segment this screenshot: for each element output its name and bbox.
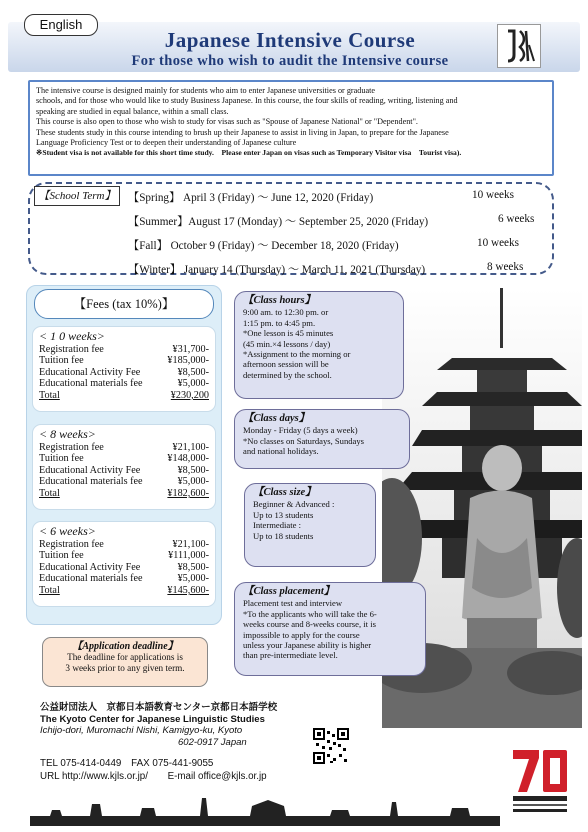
phone-fax: TEL 075-414-0449 FAX 075-441-9055 [40,758,214,769]
fees-title: 【Fees (tax 10%)】 [34,289,214,319]
fee-amount: ¥5,000- [177,573,209,585]
fee-label: Educational Activity Fee [39,561,141,573]
web-email[interactable]: URL http://www.kjls.or.jp/ E-mail office@kjls.or.jp [40,771,267,783]
fee-total-row [39,585,209,597]
fee-card-heading: < 6 weeks> [39,524,96,538]
deadline-line: The deadline for applications is [67,652,183,662]
intro-line: speaking are studied in equal balance, within a small class. [36,106,229,116]
term-spring [128,189,514,205]
fee-row [39,367,209,379]
class-days-title: 【Class days】 [243,413,310,424]
term-dates: 【Spring】 April 3 (Friday) ～ June 12, 2020 (Friday) [128,192,374,204]
fee-amount: ¥148,000- [167,453,209,465]
fee-row [39,562,209,574]
class-hours-line: afternoon session will be [243,359,329,370]
class-hours-card [234,291,404,399]
class-size-line: Intermediate : [253,520,301,531]
class-size-line: Up to 18 students [253,530,314,541]
anniversary-70-icon [505,742,575,820]
class-placement-line: *To the applicants who will take the 6- [243,608,377,619]
fee-label: Registration fee [39,441,104,453]
visa-note: ※Student visa is not available for this short time study. Please enter Japan on visas such as Temporary Visitor visa Tourist visa). [36,148,462,158]
address-line: Ichijo-dori, Muromachi Nishi, Kamigyo-ku, Kyoto [40,725,243,737]
term-weeks: 8 weeks [487,261,524,273]
fee-label: Registration fee [39,538,104,550]
fee-row [39,465,209,477]
fee-label: Registration fee [39,343,104,355]
fee-label: Tuition fee [39,453,84,465]
contact-info [40,757,340,784]
fee-label: Educational materials fee [39,476,143,488]
fee-amount: ¥8,500- [177,366,209,378]
class-placement-card [234,582,426,676]
fee-card-10-weeks [32,326,216,412]
term-weeks: 6 weeks [498,213,535,225]
term-dates: 【Fall】 October 9 (Friday) ～ December 18, 2020 (Friday) [128,240,399,252]
fee-label: Educational materials fee [39,378,143,390]
class-days-card [234,409,410,469]
fee-amount: ¥31,700- [172,343,209,355]
school-logo [497,24,541,68]
fee-label: Educational Activity Fee [39,464,141,476]
fee-row [39,573,209,585]
organization-name-jp: 公益財団法人 京都日本語教育センター京都日本語学校 [40,702,278,713]
school-term-label: 【School Term】 [34,186,120,206]
fee-card-heading: < 8 weeks> [39,427,96,441]
class-size-line: Beginner & Advanced : [253,499,335,510]
class-placement-title: 【Class placement】 [243,586,335,597]
fee-total-label: Total [39,584,60,596]
fee-amount: ¥8,500- [177,561,209,573]
term-summer [128,213,535,229]
organization-info [40,702,340,748]
kyoto-skyline-illustration [30,790,500,826]
intro-line: These students study in this course intending to brush up their Japanese to assist in living in Japan, to prepare for the Japanese [36,127,449,137]
fee-total-label: Total [39,487,60,499]
term-fall [128,237,519,253]
class-placement-line: impossible to apply for the course [243,629,360,640]
intro-description [28,80,554,176]
fee-row [39,453,209,465]
fee-amount: ¥21,100- [172,538,209,550]
fee-label: Educational materials fee [39,573,143,585]
fee-amount: ¥8,500- [177,464,209,476]
fee-row [39,550,209,562]
class-days-line: *No classes on Saturdays, Sundays [243,435,365,446]
fee-total-amount: ¥230,200 [170,389,209,401]
address-line: 602-0917 Japan [178,736,247,748]
application-deadline [42,637,208,687]
deadline-line: 3 weeks prior to any given term. [65,663,185,673]
intro-line: schools, and for those who would like to study Business Japanese. In this course, the four skills of reading, writing, listening and [36,96,458,106]
qr-code-graphic [313,728,349,764]
class-hours-line: *One lesson is 45 minutes [243,328,334,339]
fee-row [39,344,209,356]
fee-amount: ¥185,000- [167,355,209,367]
class-placement-line: than pre-intermediate level. [243,650,338,661]
skyline-icon [30,790,500,826]
term-weeks: 10 weeks [477,237,519,249]
class-hours-line: 1:15 pm. to 4:45 pm. [243,317,316,328]
class-placement-line: unless your Japanese ability is higher [243,640,372,651]
fee-row [39,539,209,551]
page-subtitle: For those who wish to audit the Intensive course [131,53,449,69]
fee-total-row [39,390,209,402]
fee-total-amount: ¥145,600- [167,584,209,596]
class-days-line: Monday - Friday (5 days a week) [243,425,358,436]
fee-amount: ¥111,000- [168,550,209,562]
fee-row [39,355,209,367]
fee-card-8-weeks [32,424,216,510]
class-size-line: Up to 13 students [253,509,314,520]
class-hours-line: *Assignment to the morning or [243,349,351,360]
class-days-line: and national holidays. [243,446,319,457]
fee-total-label: Total [39,389,60,401]
class-hours-title: 【Class hours】 [243,295,316,306]
intro-line: Language Proficiency Test or to deepen their understanding of Japanese culture [36,138,297,148]
fee-total-amount: ¥182,600- [167,487,209,499]
fee-amount: ¥5,000- [177,476,209,488]
fee-card-6-weeks [32,521,216,607]
qr-code-icon[interactable] [313,728,349,764]
class-placement-line: weeks course and 8-weeks course, it is [243,619,376,630]
term-weeks: 10 weeks [472,189,514,201]
fee-card-heading: < 1 0 weeks> [39,329,105,343]
fee-label: Educational Activity Fee [39,366,141,378]
intro-line: The intensive course is designed mainly for students who aim to enter Japanese universities or graduate [36,86,376,95]
fee-row [39,442,209,454]
term-dates: 【Winter】 January 14 (Thursday) ～ March 11, 2021 (Thursday) [128,264,426,276]
class-size-card [244,483,376,567]
70th-anniversary-logo [505,742,575,820]
class-placement-line: Placement test and interview [243,598,343,609]
term-winter [128,261,524,277]
class-hours-line: 9:00 am. to 12:30 pm. or [243,307,329,318]
fee-total-row [39,488,209,500]
language-tab[interactable]: English [24,14,98,36]
page-title: Japanese Intensive Course [164,28,416,52]
kjls-logo-icon [498,25,540,67]
term-dates: 【Summer】August 17 (Monday) ～ September 25, 2020 (Friday) [128,216,429,228]
fee-row [39,378,209,390]
class-hours-line: determined by the school. [243,369,332,380]
class-size-title: 【Class size】 [253,487,316,498]
fee-row [39,476,209,488]
class-hours-line: (45 min.×4 lessons / day) [243,338,331,349]
organization-name-en: The Kyoto Center for Japanese Linguistic Studies [40,713,265,725]
fee-label: Tuition fee [39,550,84,562]
deadline-title: 【Application deadline】 [72,641,178,652]
fee-label: Tuition fee [39,355,84,367]
intro-line: This course is also open to those who wish to study for visas such as "Spouse of Japanese National" or "Dependent". [36,117,418,127]
fee-amount: ¥5,000- [177,378,209,390]
fee-amount: ¥21,100- [172,441,209,453]
